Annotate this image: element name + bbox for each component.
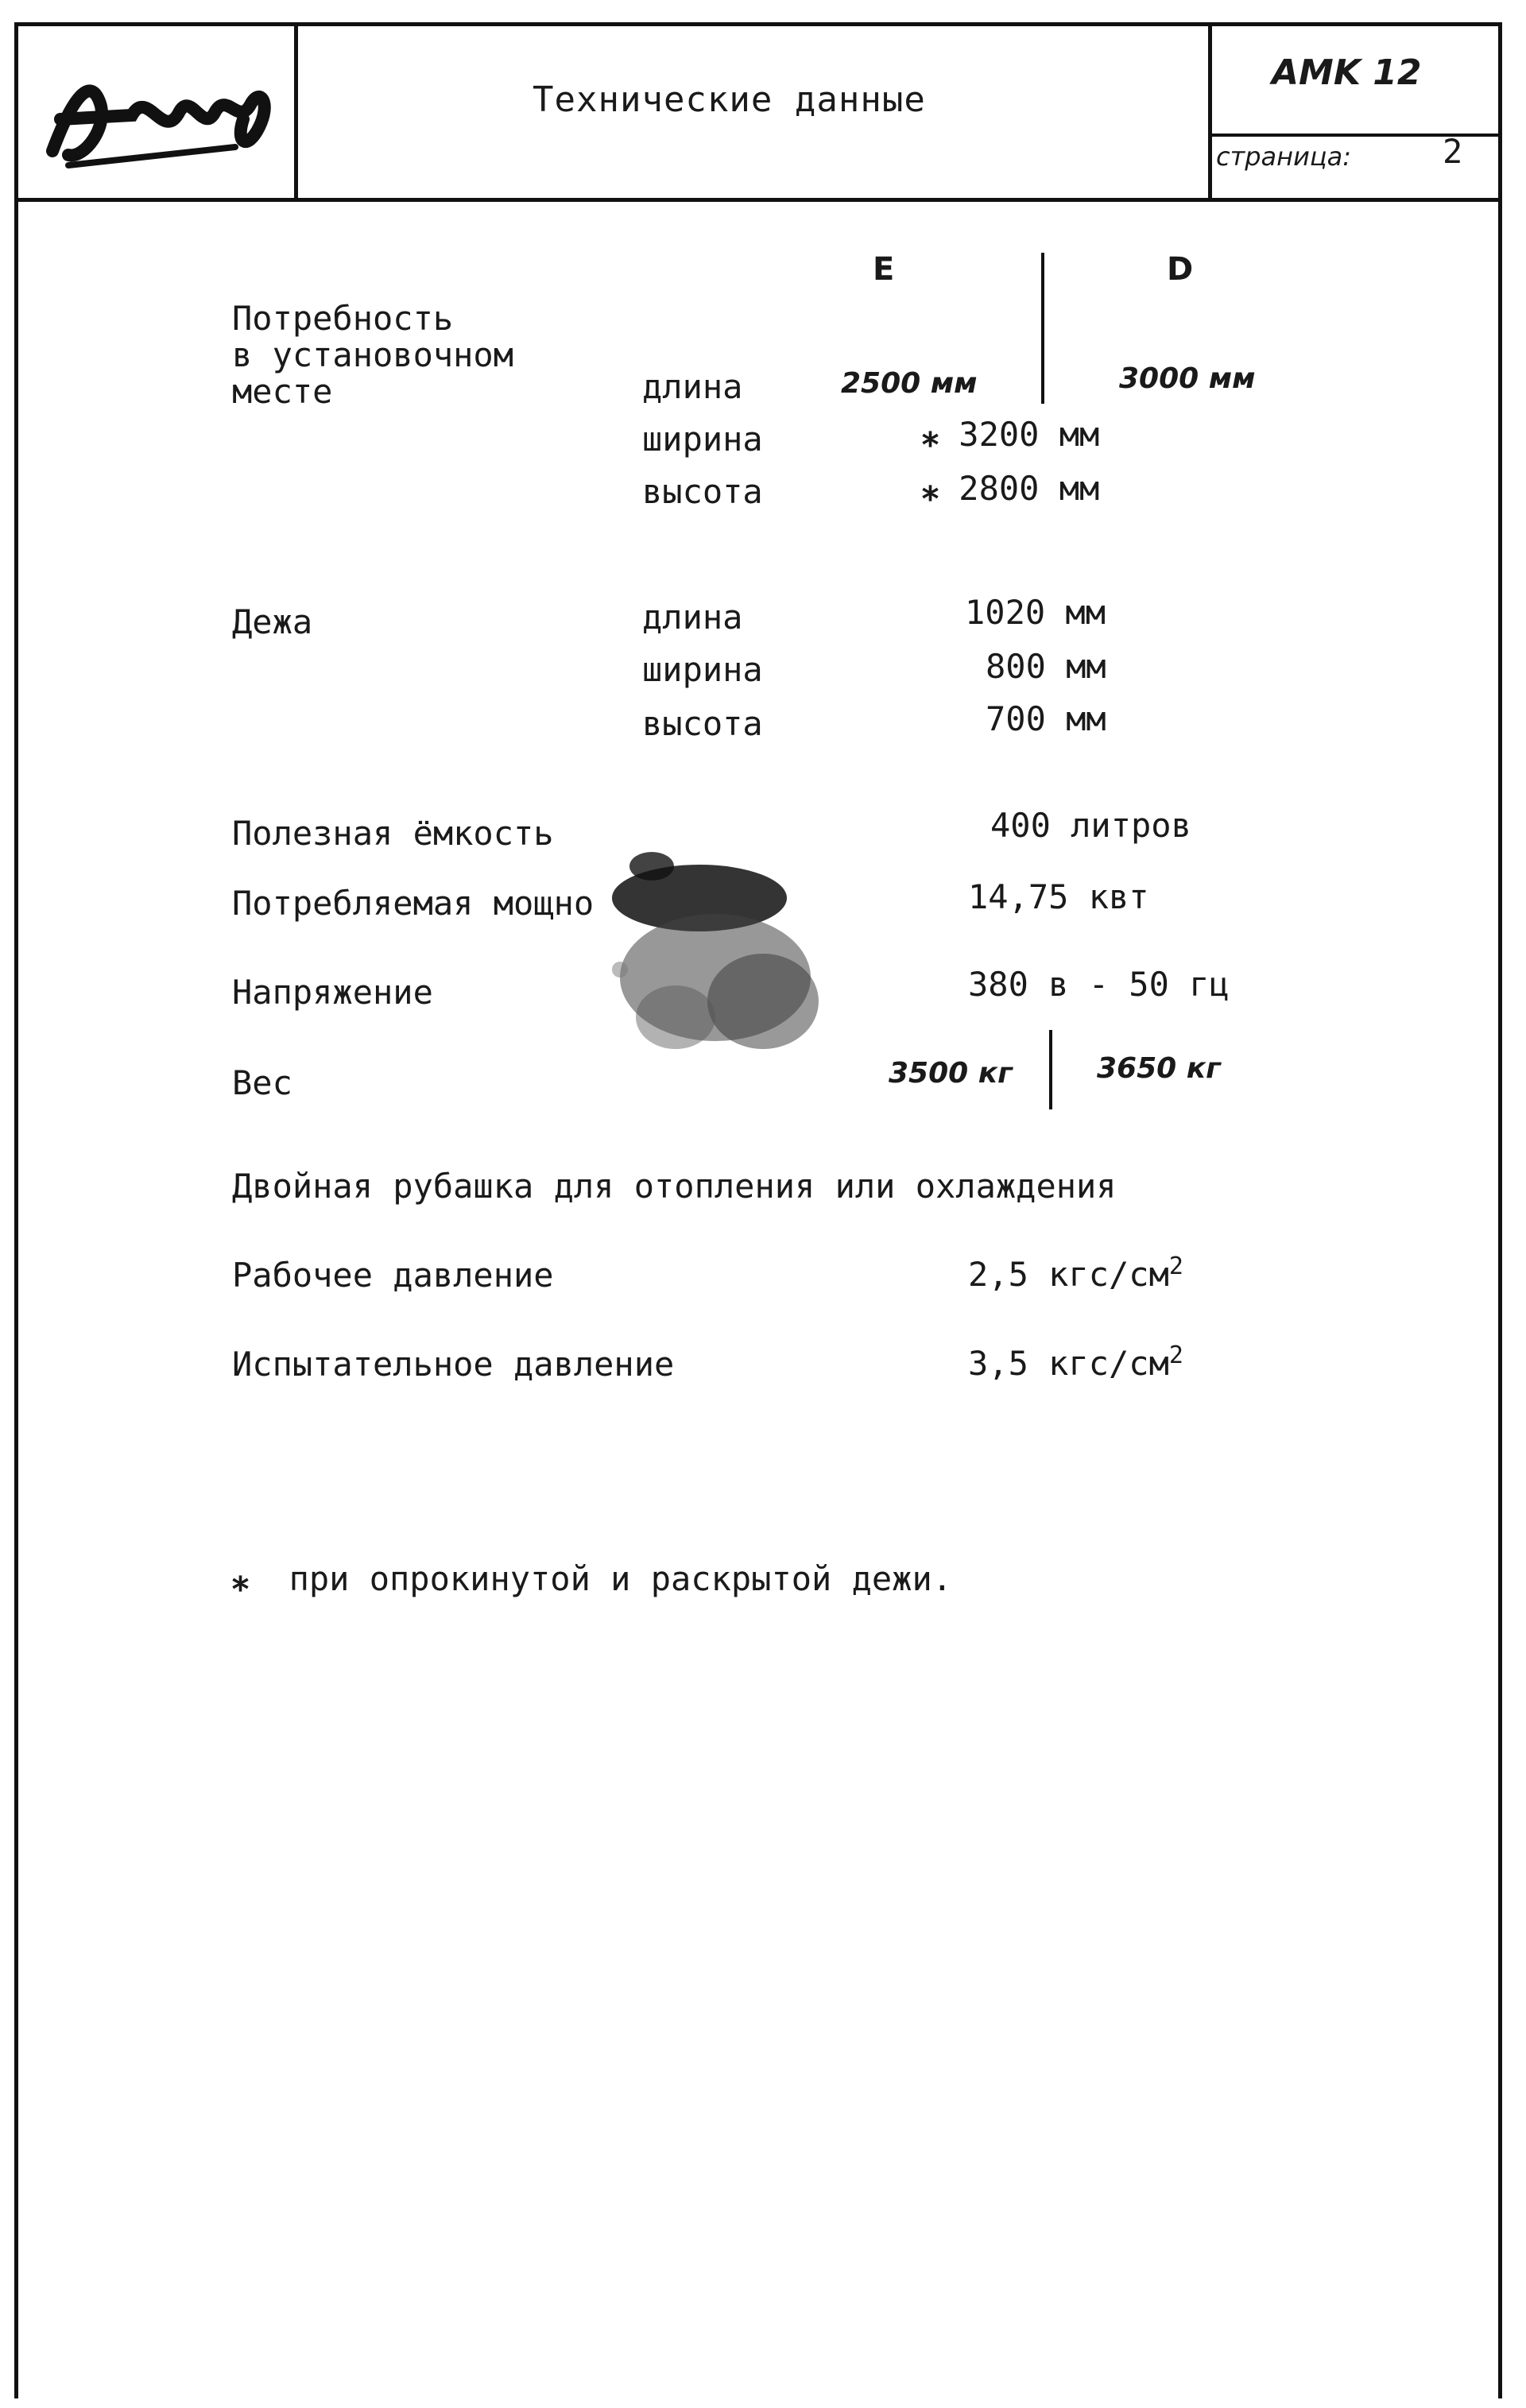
page-title: Технические данные (533, 79, 926, 120)
column-divider-weight (1049, 1030, 1052, 1109)
asterisk-icon: ⁎ (232, 1559, 249, 1598)
bowl-height-label: высота (642, 704, 763, 743)
test-pressure-value-row (968, 1341, 1183, 1383)
power-label: Потребляемая мощно (232, 884, 595, 923)
company-logo (45, 72, 283, 175)
installation-height-row (922, 469, 1099, 508)
test-pressure-value: 3,5 кгс/см (968, 1344, 1169, 1383)
test-pressure-exponent: 2 (1168, 1341, 1183, 1369)
jacket-label: Двойная рубашка для отопления или охлаждения (232, 1167, 1117, 1206)
weight-label: Вес (232, 1063, 292, 1102)
page-number: 2 (1443, 132, 1463, 171)
installation-label (232, 300, 513, 410)
bowl-width-label: ширина (642, 650, 763, 689)
bowl-length-label: длина (642, 598, 743, 637)
test-pressure-label: Испытательное давление (232, 1345, 675, 1384)
installation-width-label: ширина (642, 420, 763, 459)
bowl-width-value: 800 мм (986, 647, 1106, 686)
installation-label-line2: в установочном (232, 335, 514, 374)
installation-length-d: 3000 мм (1119, 362, 1256, 395)
installation-length-e: 2500 мм (841, 367, 978, 400)
bowl-height-value: 700 мм (986, 699, 1106, 738)
header-divider-left (294, 22, 298, 202)
weight-d: 3650 кг (1097, 1052, 1221, 1085)
asterisk-icon: ⁎ (922, 415, 939, 454)
asterisk-icon: ⁎ (922, 469, 939, 508)
installation-length-label: длина (642, 367, 743, 406)
bowl-label: Дежа (232, 602, 313, 641)
capacity-value: 400 литров (990, 806, 1191, 845)
ink-smudge (588, 819, 858, 1089)
header-divider-right (1208, 22, 1212, 202)
installation-width-row (922, 415, 1099, 454)
working-pressure-label: Рабочее давление (232, 1256, 554, 1295)
column-d-header: D (1167, 251, 1194, 288)
working-pressure-value: 2,5 кгс/см (968, 1255, 1169, 1294)
working-pressure-exponent: 2 (1168, 1252, 1183, 1280)
column-e-header: E (873, 251, 895, 288)
working-pressure-value-row (968, 1252, 1183, 1294)
page-label: страница: (1216, 141, 1352, 172)
footnote-text: при опрокинутой и раскрытой дежи. (289, 1559, 953, 1598)
installation-width-value: 3200 мм (959, 415, 1100, 454)
voltage-value: 380 в - 50 гц (968, 965, 1230, 1004)
footnote (232, 1559, 952, 1598)
weight-e: 3500 кг (889, 1057, 1013, 1090)
power-value: 14,75 квт (968, 877, 1149, 916)
capacity-label: Полезная ёмкость (232, 814, 554, 853)
bowl-length-value: 1020 мм (965, 593, 1106, 632)
column-divider-top (1041, 253, 1044, 404)
installation-height-label: высота (642, 472, 763, 511)
installation-height-value: 2800 мм (959, 469, 1100, 508)
document-id: AMK 12 (1272, 52, 1422, 93)
installation-label-line1: Потребность (232, 299, 454, 338)
voltage-label: Напряжение (232, 973, 433, 1012)
installation-label-line3: месте (232, 372, 333, 411)
